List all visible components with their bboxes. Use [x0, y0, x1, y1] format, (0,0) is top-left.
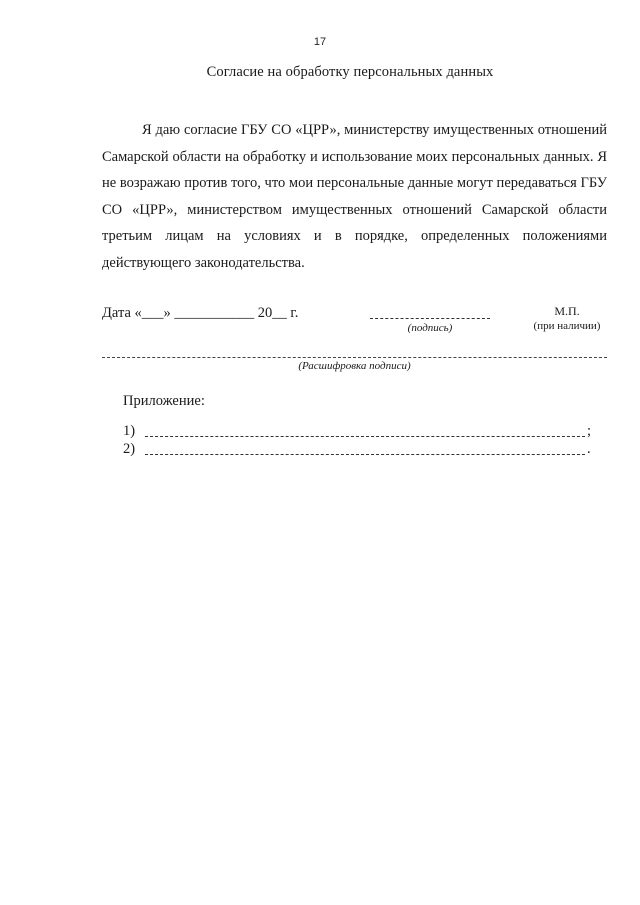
attachment-item-line [145, 454, 585, 455]
date-line: Дата «___» ___________ 20__ г. [102, 305, 299, 321]
attachment-item-number: 1) [123, 423, 136, 439]
attachment-item-end: . [587, 441, 591, 457]
attachment-label: Приложение: [123, 393, 205, 409]
signature-decode-line [102, 357, 607, 358]
consent-paragraph: Я даю согласие ГБУ СО «ЦРР», министерству имущественных отношений Самарской области на обработку и использование моих персональных данных. Я не возражаю против того, что мои персональные данные могут передаваться ГБУ СО «ЦРР», министерством имущественных отношений Самарской области третьим лицам на условиях и в порядке, определенных положениями действующего законодательства. [102, 122, 607, 271]
signature-line [370, 318, 490, 319]
stamp-label: М.П. [554, 304, 580, 318]
stamp-caption: (при наличии) [533, 320, 601, 332]
attachment-item [123, 441, 603, 461]
document-title: Согласие на обработку персональных данных [206, 64, 494, 80]
attachment-item-line [145, 436, 585, 437]
signature-decode-caption: (Расшифровка подписи) [298, 360, 411, 372]
attachment-item-end: ; [587, 423, 592, 439]
attachment-item-number: 2) [123, 441, 136, 457]
page-number: 17 [313, 36, 327, 48]
signature-caption: (подпись) [407, 322, 453, 334]
attachment-item [123, 423, 603, 443]
